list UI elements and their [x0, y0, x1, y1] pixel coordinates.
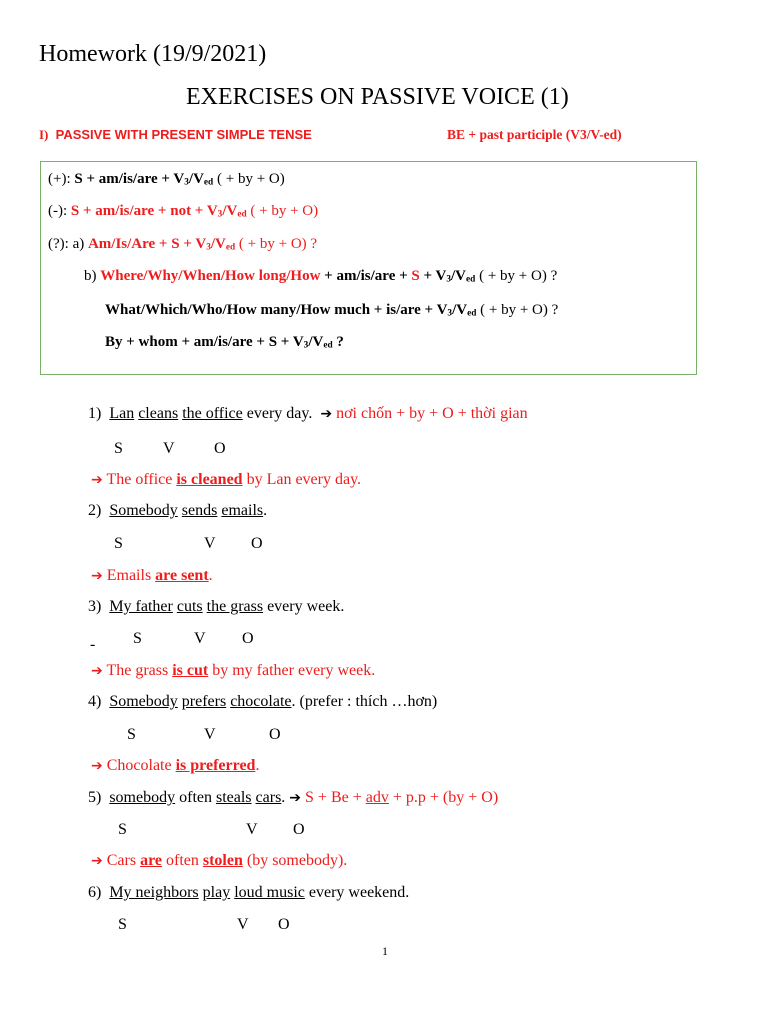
homework-heading: Homework (19/9/2021)	[39, 41, 267, 67]
object: cars	[255, 789, 282, 806]
rule-question-b: b) Where/Why/When/How long/How + $am/is/are + S + V_3/V_{ed}$ ( + by + O) ?	[84, 268, 558, 285]
answer-verb: are	[140, 852, 162, 869]
subject: Somebody	[109, 502, 178, 519]
exercise-number: 5)	[88, 789, 102, 806]
object: the office	[182, 405, 243, 422]
svo-label-o: O	[214, 440, 226, 457]
subscript: 3	[217, 209, 223, 220]
adjunct: .	[281, 789, 286, 806]
rule-tail: ( + by + O) ?	[476, 302, 559, 318]
answer-verb: is cleaned	[176, 471, 243, 488]
subject: My neighbors	[109, 884, 199, 901]
svo-label-s: S	[114, 535, 123, 552]
subscript: ed	[237, 209, 247, 220]
object: emails	[221, 502, 264, 519]
rule-by-whom	[105, 334, 344, 351]
svo-label-o: O	[269, 726, 281, 743]
exercise-2-answer	[91, 567, 213, 585]
verb: sends	[181, 502, 218, 519]
adjunct: every day.	[242, 405, 313, 422]
answer-text: The office	[106, 471, 177, 488]
rule-tail: ( + by + O)	[213, 171, 285, 187]
verb: play	[202, 884, 231, 901]
note-text: + p.p + (by + O)	[388, 789, 499, 806]
svo-label-v: V	[163, 440, 175, 457]
answer-text: Chocolate	[106, 757, 176, 774]
section-title: PASSIVE WITH PRESENT SIMPLE TENSE	[55, 127, 312, 142]
svo-label-o: O	[293, 821, 305, 838]
verb: steals	[215, 789, 252, 806]
rule-text: /V	[451, 268, 467, 284]
answer-text: Cars	[106, 852, 141, 869]
svo-label-v: V	[204, 726, 216, 743]
answer-text: Emails	[106, 567, 156, 584]
object: loud music	[234, 884, 305, 901]
subject: My father	[109, 598, 173, 615]
exercise-5-sentence	[88, 789, 498, 807]
exercise-3-answer	[91, 662, 375, 680]
svo-label-o: O	[251, 535, 263, 552]
rule-text: /V	[308, 334, 324, 350]
section-number: I)	[39, 127, 49, 142]
exercise-3-sentence	[88, 598, 344, 616]
svo-label-s: S	[133, 630, 142, 647]
exercise-4-answer	[91, 757, 259, 775]
subscript: 3	[446, 274, 452, 285]
answer-text: .	[255, 757, 260, 774]
svo-label-s: S	[127, 726, 136, 743]
exercise-note	[305, 789, 498, 806]
exercise-4-sentence	[88, 693, 437, 711]
adverb: often	[175, 789, 216, 806]
adjunct: every weekend.	[304, 884, 410, 901]
exercise-note: nơi chốn + by + O + thời gian	[336, 405, 528, 422]
rule-tail: ?	[332, 334, 344, 350]
rule-text: /V	[452, 302, 468, 318]
adjunct: .	[263, 502, 268, 519]
right-arrow-icon: ➔	[320, 406, 333, 422]
rule-text: + am/is/are +	[320, 268, 412, 284]
subscript: 3	[184, 177, 189, 188]
right-arrow-icon: ➔	[91, 758, 103, 774]
right-arrow-icon: ➔	[289, 790, 302, 806]
exercise-number: 6)	[88, 884, 102, 901]
answer-verb: are sent	[155, 567, 209, 584]
answer-verb: is cut	[172, 662, 209, 679]
subscript: 3	[447, 308, 453, 319]
exercise-6-sentence	[88, 884, 409, 902]
rule-label: (+):	[48, 171, 75, 187]
subscript: 3	[303, 340, 309, 351]
rule-text: /V	[222, 203, 238, 219]
svo-label-s: S	[118, 821, 127, 838]
section-heading	[39, 127, 312, 143]
subject: Somebody	[109, 693, 178, 710]
rule-negative	[48, 203, 318, 220]
stray-mark: -	[90, 636, 96, 653]
right-arrow-icon: ➔	[91, 853, 103, 869]
rule-question-a	[48, 236, 317, 253]
object: chocolate	[230, 693, 292, 710]
svo-label-v: V	[237, 916, 249, 933]
section-formula: BE + past participle (V3/V-ed)	[447, 127, 622, 142]
note-text: S + Be +	[305, 789, 366, 806]
answer-text: by my father every week.	[208, 662, 376, 679]
svo-label-s: S	[118, 916, 127, 933]
svo-label-v: V	[194, 630, 206, 647]
subject: Lan	[109, 405, 135, 422]
rule-text: Am/Is/Are + S + V	[87, 236, 207, 252]
adjunct: every week.	[263, 598, 345, 615]
rule-text: S + am/is/are + V	[74, 171, 185, 187]
rule-label: b)	[84, 268, 101, 284]
subscript: ed	[225, 242, 236, 253]
verb: cleans	[138, 405, 179, 422]
rule-label: (-):	[48, 203, 71, 219]
rule-wh-question	[105, 302, 558, 319]
rule-positive	[48, 171, 285, 188]
subscript: ed	[203, 177, 214, 188]
answer-verb: is preferred	[175, 757, 256, 774]
rule-text: Where/Why/When/How long/How	[100, 268, 321, 284]
rule-text: What/Which/Who/How many/How much + is/are + V	[105, 302, 448, 318]
exercise-1-sentence	[88, 405, 528, 423]
exercise-number: 3)	[88, 598, 102, 615]
svo-label-o: O	[278, 916, 290, 933]
answer-text: (by somebody).	[242, 852, 348, 869]
exercise-1-answer	[91, 471, 361, 489]
answer-text: by Lan every day.	[242, 471, 362, 488]
rule-text: /V	[188, 171, 204, 187]
exercise-number: 2)	[88, 502, 102, 519]
subscript: 3	[206, 242, 211, 253]
verb: cuts	[176, 598, 203, 615]
note-adv: adv	[365, 789, 389, 806]
subscript: ed	[466, 274, 476, 285]
svo-label-o: O	[242, 630, 254, 647]
exercise-5-answer	[91, 852, 347, 870]
rule-text: S + am/is/are + not + V	[70, 203, 218, 219]
object: the grass	[206, 598, 264, 615]
answer-verb: stolen	[202, 852, 243, 869]
rule-tail: ( + by + O) ?	[235, 236, 318, 252]
adjunct: . (prefer : thích …hơn)	[291, 693, 438, 710]
right-arrow-icon: ➔	[91, 568, 103, 584]
svo-label-s: S	[114, 440, 123, 457]
page-title: EXERCISES ON PASSIVE VOICE (1)	[186, 84, 569, 110]
rule-text: /V	[210, 236, 226, 252]
page-number: 1	[382, 944, 388, 958]
exercise-2-sentence	[88, 502, 267, 520]
verb: prefers	[181, 693, 227, 710]
rule-tail: ( + by + O)	[246, 203, 319, 219]
rule-text: S	[411, 268, 420, 284]
svo-label-v: V	[246, 821, 258, 838]
answer-text: The grass	[106, 662, 173, 679]
svo-label-v: V	[204, 535, 216, 552]
rule-text: By + whom + am/is/are + S + V	[105, 334, 304, 350]
exercise-number: 4)	[88, 693, 102, 710]
exercise-number: 1)	[88, 405, 102, 422]
subscript: ed	[323, 340, 333, 351]
right-arrow-icon: ➔	[91, 472, 103, 488]
rule-tail: ( + by + O) ?	[475, 268, 558, 284]
subject: somebody	[109, 789, 176, 806]
answer-text: .	[208, 567, 213, 584]
subscript: ed	[467, 308, 477, 319]
rule-label: (?): a)	[48, 236, 88, 252]
answer-text: often	[161, 852, 203, 869]
right-arrow-icon: ➔	[91, 663, 103, 679]
